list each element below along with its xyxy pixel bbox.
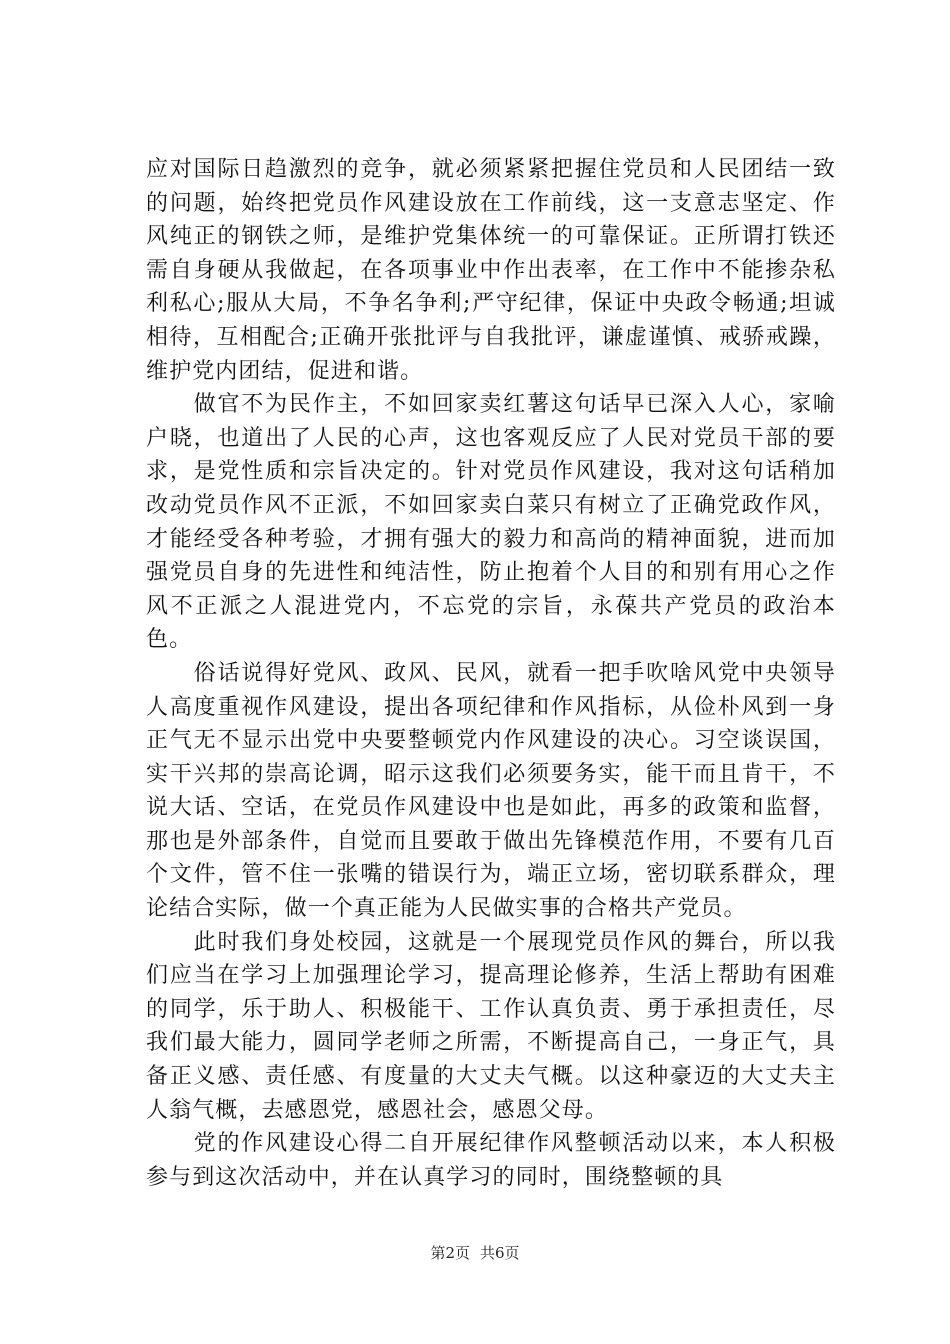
paragraph-3: 俗话说得好党风、政风、民风，就看一把手吹啥风党中央领导人高度重视作风建设，提出各项纪律和作风指标，从俭朴风到一身正气无不显示出党中央要整顿党内作风建设的决心。习空谈误国，实干兴邦的崇高论调，昭示这我们必须要务实，能干而且肯干，不说大话、空话，在党员作风建设中也是如此，再多的政策和监督，那也是外部条件，自觉而且要敢于做出先锋模范作用，不要有几百个文件，管不住一张嘴的错误行为，端正立场，密切联系群众，理论结合实际，做一个真正能为人民做实事的合格共产党员。 <box>146 660 836 922</box>
paragraph-5: 党的作风建设心得二自开展纪律作风整顿活动以来，本人积极参与到这次活动中，并在认真学习的同时，围绕整顿的具 <box>146 1131 836 1190</box>
page-total: 共6页 <box>480 1244 520 1262</box>
paragraph-1: 应对国际日趋激烈的竞争，就必须紧紧把握住党员和人民团结一致的问题，始终把党员作风建设放在工作前线，这一支意志坚定、作风纯正的钢铁之师，是维护党集体统一的可靠保证。正所谓打铁还需自身硬从我做起，在各项事业中作出表率，在工作中不能掺杂私利私心;服从大局，不争名争利;严守纪律，保证中央政令畅通;坦诚相待，互相配合;正确开张批评与自我批评，谦虚谨慎、戒骄戒躁，维护党内团结，促进和谐。 <box>146 157 836 384</box>
page-footer <box>0 1243 950 1263</box>
page-number: 第2页 <box>430 1244 470 1262</box>
paragraph-4: 此时我们身处校园，这就是一个展现党员作风的舞台，所以我们应当在学习上加强理论学习，提高理论修养，生活上帮助有困难的同学，乐于助人、积极能干、工作认真负责、勇于承担责任，尽我们最大能力，圆同学老师之所需，不断提高自己，一身正气，具备正义感、责任感、有度量的大丈夫气概。以这种豪迈的大丈夫主人翁气概，去感恩党，感恩社会，感恩父母。 <box>146 929 836 1123</box>
document-body <box>146 153 836 1194</box>
paragraph-2: 做官不为民作主，不如回家卖红薯这句话早已深入人心，家喻户晓，也道出了人民的心声，这也客观反应了人民对党员干部的要求，是党性质和宗旨决定的。针对党员作风建设，我对这句话稍加改动党员作风不正派，不如回家卖白菜只有树立了正确党政作风，才能经受各种考验，才拥有强大的毅力和高尚的精神面貌，进而加强党员自身的先进性和纯洁性，防止抱着个人目的和别有用心之作风不正派之人混进党内，不忘党的宗旨，永葆共产党员的政治本色。 <box>146 392 836 653</box>
